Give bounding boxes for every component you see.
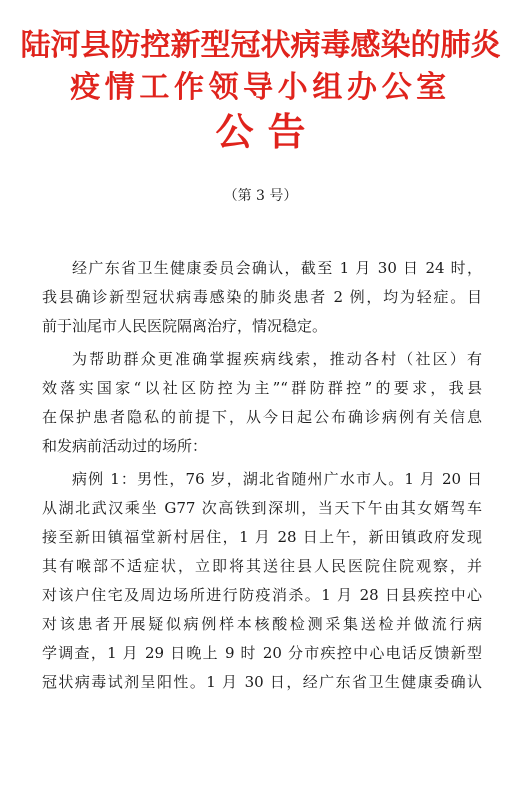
paragraph-line: 病例 1：男性，76 岁，湖北省随州广水市人。1 月 20 日 — [72, 470, 482, 488]
paragraph-disclosure — [42, 345, 482, 461]
paragraph-line: 在保护患者隐私的前提下，从今日起公布确诊病例有关信息 — [42, 408, 482, 426]
notice-body — [42, 254, 482, 701]
paragraph-line: 学调查，1 月 29 日晚上 9 时 20 分市疾控中心电话反馈新型 — [42, 644, 482, 662]
paragraph-case-1 — [42, 465, 482, 697]
paragraph-line: 接至新田镇福堂新村居住，1 月 28 日上午，新田镇政府发现 — [42, 528, 482, 546]
paragraph-confirmation — [42, 254, 482, 341]
paragraph-line: 效落实国家“以社区防控为主”“群防群控”的要求，我县 — [42, 379, 482, 397]
paragraph-line: 我县确诊新型冠状病毒感染的肺炎患者 2 例，均为轻症。目 — [42, 288, 482, 306]
paragraph-line: 对该户住宅及周边场所进行防疫消杀。1 月 28 日县疾控中心 — [42, 586, 482, 604]
paragraph-line: 从湖北武汉乘坐 G77 次高铁到深圳，当天下午由其女婿驾车 — [42, 499, 482, 517]
paragraph-line: 为帮助群众更准确掌握疾病线索，推动各村（社区）有 — [72, 350, 482, 368]
paragraph-line: 前于汕尾市人民医院隔离治疗，情况稳定。 — [42, 317, 328, 335]
paragraph-line: 和发病前活动过的场所： — [42, 437, 208, 455]
paragraph-line: 经广东省卫生健康委员会确认，截至 1 月 30 日 24 时， — [72, 259, 482, 277]
paragraph-line: 其有喉部不适症状，立即将其送往县人民医院住院观察，并 — [42, 557, 482, 575]
issuer-title-line-2: 疫情工作领导小组办公室 — [70, 70, 451, 105]
paragraph-line: 冠状病毒试剂呈阳性。1 月 30 日，经广东省卫生健康委确认 — [42, 673, 482, 691]
issuer-title-line-1: 陆河县防控新型冠状病毒感染的肺炎 — [20, 28, 501, 63]
issue-number: （第 3 号） — [223, 188, 298, 204]
notice-title: 公告 — [215, 109, 320, 154]
paragraph-line: 对该患者开展疑似病例样本核酸检测采集送检并做流行病 — [42, 615, 482, 633]
